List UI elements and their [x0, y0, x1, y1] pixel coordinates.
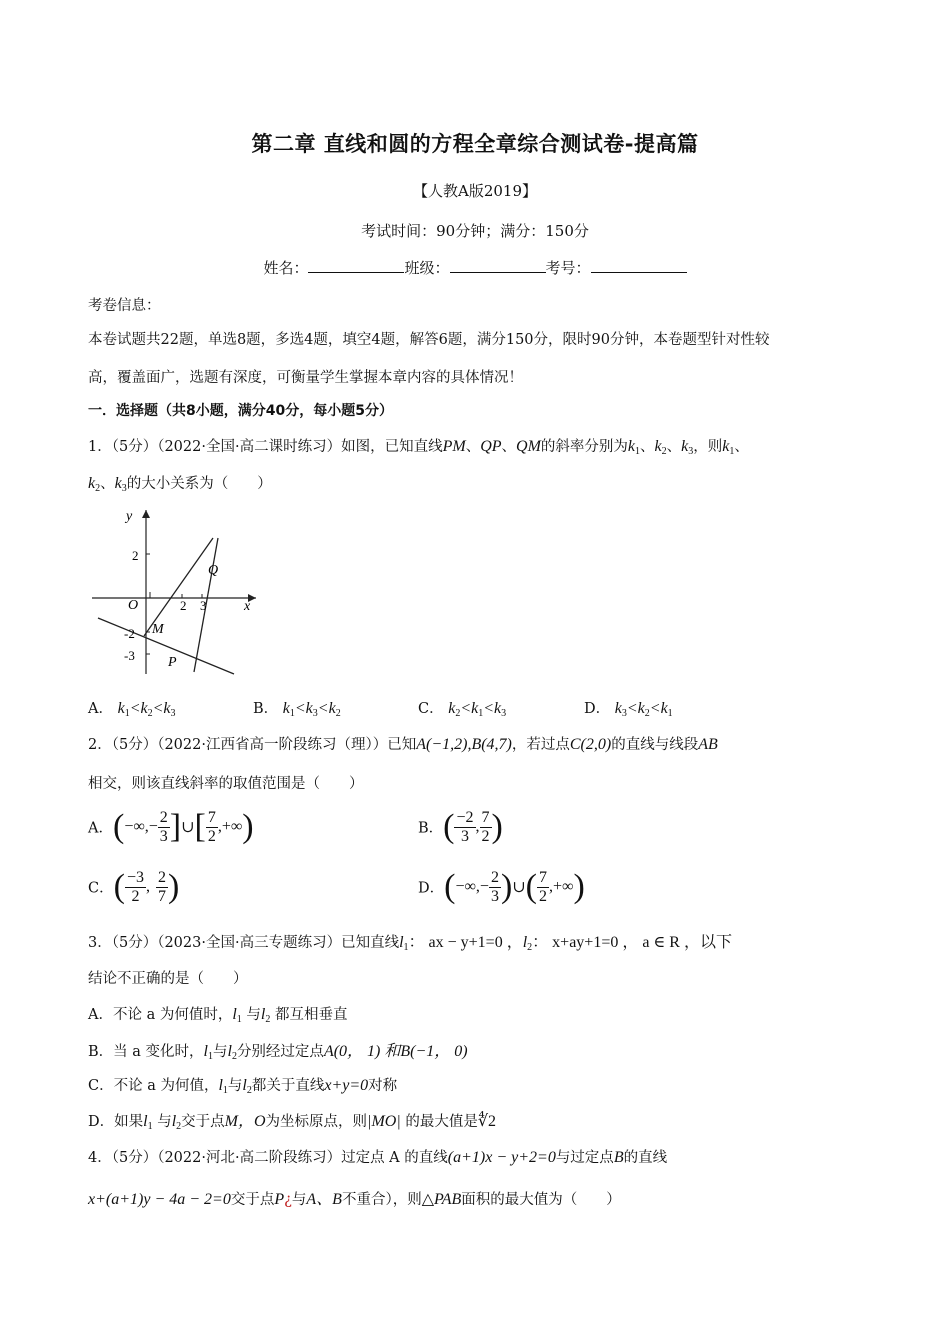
- page-title: 第二章 直线和圆的方程全章综合测试卷-提高篇: [251, 132, 699, 156]
- option-letter: B．: [253, 701, 279, 717]
- id-label: 考号：: [545, 259, 591, 277]
- l1: [218, 1077, 227, 1094]
- q4-ab: A、B: [306, 1191, 342, 1208]
- comma: ,: [217, 818, 222, 835]
- subscript: 1: [635, 446, 641, 457]
- union: ∪: [512, 879, 526, 896]
- q1-sep2: 、: [501, 439, 517, 455]
- numerator: 2: [157, 868, 166, 886]
- q3-l1-eq: ： ax − y+1=0 ，: [408, 934, 523, 951]
- option-letter: D．: [418, 880, 445, 897]
- neg-inf: −∞: [455, 878, 476, 895]
- fraction: [480, 809, 492, 846]
- q3-a-mid: 与: [241, 1007, 261, 1023]
- subscript: 1: [236, 1014, 242, 1025]
- lt-sign: <: [626, 700, 638, 717]
- label-q: Q: [208, 563, 219, 578]
- subscript: 1: [729, 446, 735, 457]
- pos-inf: +∞: [553, 878, 574, 895]
- q1-k2: [655, 438, 667, 455]
- q3-option-c[interactable]: [88, 1074, 397, 1096]
- fraction: [206, 809, 218, 846]
- q2-points-ab: A(−1,2),B(4,7): [416, 736, 512, 753]
- option-letter: A．: [88, 701, 113, 717]
- q1-dun: 、: [666, 439, 682, 455]
- q2-option-d[interactable]: [418, 868, 585, 906]
- q2-line-2: 相交，则该直线斜率的取值范围是（ ）: [88, 776, 364, 792]
- l1: [232, 1006, 241, 1023]
- l-symbol: l: [522, 934, 528, 951]
- neg-inf: −∞: [124, 818, 145, 835]
- q3-line-2: 结论不正确的是（ ）: [88, 971, 248, 987]
- q3-d-value: ∜2: [477, 1113, 497, 1130]
- q2-option-c[interactable]: [88, 868, 179, 906]
- denominator: 3: [490, 887, 499, 905]
- q3-d-mo: |MO|: [367, 1113, 401, 1130]
- q1-qm: QM: [516, 438, 541, 455]
- q1-option-b[interactable]: [253, 697, 341, 719]
- info-line-1: 本卷试题共22题，单选8题，多选4题，填空4题，解答6题，满分150分，限时90分钟，本卷题型针对性较: [88, 332, 770, 348]
- q1-line-2: [88, 472, 272, 494]
- comma: ,: [549, 878, 553, 895]
- q4-triangle: △PAB: [421, 1191, 462, 1208]
- denominator: 2: [207, 827, 216, 845]
- pos-inf: +∞: [221, 818, 243, 835]
- k-symbol: k: [140, 700, 148, 717]
- q4-line-1: [88, 1146, 667, 1167]
- subscript: 1: [403, 942, 409, 953]
- l-symbol: l: [143, 1113, 148, 1130]
- k-symbol: k: [88, 475, 96, 492]
- subscript: 3: [501, 708, 507, 719]
- subscript: 2: [644, 708, 650, 719]
- neg: −: [479, 878, 489, 895]
- q1-k1: [628, 438, 640, 455]
- subscript: 2: [176, 1121, 182, 1132]
- numerator: 7: [481, 808, 490, 826]
- q4-end: 面积的最大值为（ ）: [461, 1192, 621, 1208]
- label-tick-ym2: -2: [124, 626, 135, 641]
- q4-line-2: [88, 1186, 621, 1209]
- option-letter: C．: [88, 880, 114, 897]
- comma: ,: [475, 878, 480, 895]
- q3-c-text: C．不论 a 为何值，: [88, 1078, 219, 1094]
- subscript: 2: [147, 708, 153, 719]
- l2: [261, 1006, 270, 1023]
- lt-sign: <: [460, 700, 472, 717]
- l-symbol: l: [171, 1113, 177, 1130]
- denominator: 2: [539, 887, 547, 905]
- q1-option-d[interactable]: [584, 697, 673, 719]
- q2-option-b[interactable]: [418, 808, 503, 846]
- subscript: 2: [455, 708, 461, 719]
- q3-c-tail: 都关于直线: [251, 1078, 325, 1094]
- subscript: 2: [231, 1051, 237, 1062]
- q2-option-a[interactable]: [88, 808, 254, 846]
- l-symbol: l: [260, 1006, 266, 1023]
- y-axis-arrow: [142, 510, 150, 518]
- info-label: 考卷信息：: [88, 298, 161, 314]
- label-tick-ym3: -3: [124, 648, 135, 663]
- subscript: 2: [95, 483, 101, 494]
- lt-sign: <: [483, 700, 495, 717]
- q3-d-m: M: [224, 1113, 238, 1130]
- label-tick-x3: 3: [200, 598, 207, 613]
- q4-mid: 与过定点: [555, 1150, 614, 1166]
- paren-open: (: [443, 808, 455, 845]
- subscript: 2: [265, 1014, 271, 1025]
- fraction: [454, 809, 475, 846]
- subscript: 1: [478, 708, 484, 719]
- l-symbol: l: [203, 1043, 208, 1060]
- subscript: 3: [621, 708, 627, 719]
- fraction: [156, 869, 168, 906]
- q1-k3b: [115, 475, 127, 492]
- section-heading: 一．选择题（共8小题，满分40分，每小题5分）: [88, 403, 393, 419]
- q1-dun: 、: [100, 476, 115, 492]
- l-symbol: l: [242, 1077, 247, 1094]
- numerator: 7: [539, 868, 547, 886]
- q4-eq2: x+(a+1)y − 4a − 2=0: [88, 1191, 231, 1208]
- lt-sign: <: [649, 700, 661, 717]
- q4-mid2: 交于点: [230, 1192, 275, 1208]
- k-symbol: k: [471, 700, 479, 717]
- q2-mid: ，若过点: [511, 737, 570, 753]
- lt-sign: <: [152, 700, 164, 717]
- k-symbol: k: [614, 700, 622, 717]
- l-symbol: l: [232, 1006, 237, 1023]
- k-symbol: k: [681, 438, 689, 455]
- subscript: 3: [312, 708, 318, 719]
- q3-line-1: [88, 929, 732, 953]
- l1: [143, 1113, 152, 1130]
- paren-close: ): [500, 868, 513, 905]
- q1-prefix: 1．（5分）（2022·全国·高二课时练习）如图，已知直线: [88, 439, 443, 455]
- q3-a-real: a ∈ R ，以下: [638, 934, 732, 951]
- q1-line-1: [88, 435, 749, 457]
- paren-open: (: [113, 868, 125, 905]
- q3-option-d[interactable]: [88, 1108, 496, 1132]
- k-symbol: k: [660, 700, 668, 717]
- q3-b-mid: 与: [212, 1044, 228, 1060]
- fraction: [537, 869, 549, 906]
- subscript: 3: [121, 483, 127, 494]
- label-o: O: [128, 598, 139, 613]
- q1-option-a[interactable]: [88, 697, 176, 719]
- k-symbol: k: [654, 438, 662, 455]
- option-letter: B．: [418, 820, 444, 837]
- label-tick-y2: 2: [132, 548, 139, 563]
- paren-close: ): [167, 868, 180, 905]
- q3-prefix: 3．（5分）（2023·全国·高三专题练习）已知直线: [88, 935, 400, 951]
- q3-l2-eq: ： x+ay+1=0 ，: [532, 934, 639, 951]
- q2-tail: 的直线与线段: [611, 737, 699, 753]
- l2: [172, 1113, 181, 1130]
- q1-figure: [88, 502, 268, 682]
- q1-pm: PM: [442, 438, 466, 455]
- k-symbol: k: [637, 700, 645, 717]
- subscript: 1: [124, 708, 130, 719]
- q3-d-end: 的最大值是: [400, 1114, 478, 1130]
- option-math: [283, 700, 341, 717]
- label-m: M: [152, 622, 164, 637]
- q2-ab: AB: [698, 736, 718, 753]
- q4-eq1: (a+1)x − y+2=0: [447, 1149, 556, 1166]
- name-label: 姓名：: [263, 259, 309, 277]
- union: ∪: [181, 819, 195, 836]
- numerator: −2: [456, 808, 474, 826]
- label-p: P: [168, 655, 177, 670]
- option-letter: A．: [88, 820, 113, 837]
- subscript: 2: [335, 708, 341, 719]
- numerator: 2: [159, 808, 168, 826]
- q3-a-text: A．不论 a 为何值时，: [88, 1007, 233, 1023]
- q2-prefix: 2．（5分）（2022·江西省高一阶段练习（理））已知: [88, 737, 417, 753]
- paren-close: ): [573, 868, 585, 905]
- l-symbol: l: [218, 1077, 223, 1094]
- option-letter: D．: [584, 701, 611, 717]
- q1-dun: 、: [640, 439, 655, 455]
- l1: [204, 1043, 213, 1060]
- option-math: [448, 700, 506, 717]
- lt-sign: <: [129, 700, 141, 717]
- q4-prefix: 4．（5分）（2022·河北·高二阶段练习）过定点 A 的直线: [88, 1150, 448, 1166]
- q3-c-end: 对称: [368, 1078, 398, 1094]
- q3-a-tail: 都互相垂直: [270, 1007, 348, 1023]
- subscript: 2: [661, 446, 667, 457]
- denominator: 7: [157, 887, 166, 905]
- q1-sep1: 、: [465, 439, 481, 455]
- comma: ,: [145, 878, 150, 895]
- k-symbol: k: [722, 438, 730, 455]
- option-letter: C．: [418, 701, 444, 717]
- q3-b-points: A(0， 1) 和B(−1， 0): [323, 1043, 468, 1060]
- k-symbol: k: [328, 700, 336, 717]
- l-symbol: l: [399, 934, 404, 951]
- fraction: [489, 869, 501, 906]
- q1-k3: [681, 438, 693, 455]
- paren-close: ): [491, 808, 503, 845]
- q3-b-text: B．当 a 变化时，: [88, 1044, 204, 1060]
- edition-label: 【人教A版2019】: [412, 182, 537, 200]
- label-x: x: [244, 599, 251, 614]
- student-info-row: [0, 257, 950, 278]
- l-symbol: l: [227, 1043, 232, 1060]
- subscript: 3: [688, 446, 694, 457]
- q1-k1b: [722, 438, 734, 455]
- lt-sign: <: [317, 700, 329, 717]
- l2: [242, 1077, 251, 1094]
- q1-option-c[interactable]: [418, 697, 506, 719]
- k-symbol: k: [163, 700, 171, 717]
- q3-l1: [399, 934, 408, 951]
- line-pm-ext: [98, 618, 234, 674]
- q4-b: B: [613, 1149, 624, 1166]
- subscript: 2: [527, 942, 533, 953]
- option-math: [615, 700, 673, 717]
- denominator: 2: [481, 827, 490, 845]
- subscript: 1: [289, 708, 295, 719]
- name-blank: [308, 258, 404, 273]
- k-symbol: k: [117, 700, 125, 717]
- k-symbol: k: [305, 700, 313, 717]
- q3-option-a[interactable]: [88, 1003, 347, 1025]
- label-tick-x2: 2: [180, 598, 187, 613]
- numerator: 2: [490, 868, 499, 886]
- bracket-close: ]: [169, 808, 182, 845]
- denominator: 3: [159, 827, 168, 845]
- q3-c-mid: 与: [227, 1078, 243, 1094]
- label-y: y: [126, 509, 133, 524]
- lt-sign: <: [294, 700, 306, 717]
- q3-d-o: ，O: [237, 1113, 266, 1130]
- q4-tail2: 与: [291, 1192, 307, 1208]
- id-blank: [591, 258, 687, 273]
- q3-l2: [523, 934, 532, 951]
- subscript: 2: [246, 1085, 252, 1096]
- q3-d-mid: 与: [152, 1114, 172, 1130]
- comma: ,: [475, 818, 480, 835]
- l2: [227, 1043, 236, 1060]
- paren-open: (: [112, 808, 125, 845]
- numerator: 7: [207, 808, 216, 826]
- k-symbol: k: [448, 700, 456, 717]
- subscript: 1: [667, 708, 673, 719]
- q1-qp: QP: [480, 438, 502, 455]
- q1-mid: 的斜率分别为: [540, 439, 628, 455]
- option-math: [118, 700, 176, 717]
- exam-time: 考试时间：90分钟；满分：150分: [361, 222, 589, 240]
- q1-tail: 的大小关系为（ ）: [126, 476, 272, 492]
- k-symbol: k: [114, 475, 122, 492]
- q4-tail: 的直线: [623, 1150, 668, 1166]
- q1-ze: ，则: [693, 439, 723, 455]
- q1-k2b: [88, 475, 100, 492]
- subscript: 3: [170, 708, 176, 719]
- q3-c-eq: x+y=0: [324, 1077, 369, 1094]
- numerator: −3: [126, 868, 144, 886]
- q4-qmark: ¿: [284, 1192, 292, 1208]
- k-symbol: k: [627, 438, 636, 455]
- neg: −: [148, 818, 158, 835]
- denominator: 3: [461, 827, 469, 845]
- q3-b-tail: 分别经过定点: [236, 1044, 324, 1060]
- q3-d-text: D．如果: [88, 1114, 144, 1130]
- paren-close: ): [242, 808, 254, 845]
- subscript: 1: [207, 1051, 213, 1062]
- q3-option-b[interactable]: [88, 1038, 468, 1062]
- paren-open: (: [444, 868, 456, 905]
- bracket-open: [: [194, 808, 206, 845]
- subscript: 1: [222, 1085, 228, 1096]
- q3-d-tail: 交于点: [181, 1114, 225, 1130]
- class-label: 班级：: [404, 259, 450, 277]
- q2-point-c: C(2,0): [569, 736, 612, 753]
- q2-line-1: [88, 733, 718, 754]
- info-line-2: 高，覆盖面广，选题有深度，可衡量学生掌握本章内容的具体情况！: [88, 370, 523, 386]
- q3-d-text2: 为坐标原点，则: [265, 1114, 368, 1130]
- class-blank: [450, 258, 546, 273]
- denominator: 2: [131, 887, 140, 905]
- paren-open: (: [525, 868, 537, 905]
- comma: ,: [144, 818, 149, 835]
- q4-p: P: [274, 1191, 285, 1208]
- fraction: [158, 809, 170, 846]
- k-symbol: k: [282, 700, 290, 717]
- q4-tail3: 不重合），则: [341, 1192, 422, 1208]
- k-symbol: k: [494, 700, 502, 717]
- q1-dun: 、: [734, 439, 749, 455]
- fraction: [125, 869, 146, 906]
- subscript: 1: [147, 1121, 153, 1132]
